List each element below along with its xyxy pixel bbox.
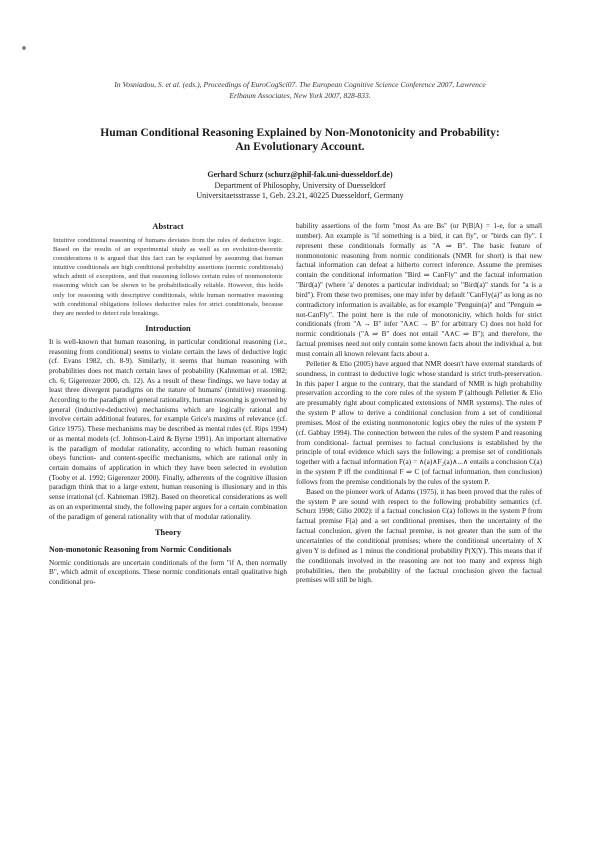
author-department: Department of Philosophy, University of Duesseldorf (214, 180, 386, 190)
theory-text: Normic conditionals are uncertain conditionals of the form "if A, then normally B", which admit of exceptions. These normic conditionals entail qualitative high conditional pro- (49, 558, 287, 587)
introduction-text: It is well-known that human reasoning, in particular conditional reasoning (i.e., reasoning from conditional) seems to violate certain the laws of deductive logic (cf. Evans 1982, ch. 8-9). Similarly, it seems that human reasoning with probabilities does not match certain laws of probability (Kahneman et al. 1982; ch. 6; Gigerenzer 2000, ch. 12). As a result of these findings, we have today at least three divergent paradigms on the nature of humans' (intuitive) reasoning. According to the paradigm of general rationality, human reasoning is governed by general (inductive-deductive) mechanisms which are logically rational and involve certain additional features, for example Grice's maxims of relevance (cf. Grice 1975). These mechanisms may be described as mental rules (cf. Rips 1994) or as mental models (cf. Johnson-Laird & Byrne 1991). An important alternative is the paradigm of modular rationality, according to which human reasoning obeys function- and content-specific mechanisms, which are rational only in certain domains of application in which they have been selected in evolution (Tooby et al. 1992; Gigerenzer 2000). Finally, adherents of the cognitive illusion paradigm think that to a large extent, human reasoning is illusionary and in this sense irrational (cf. Kahneman 1982). Based on theoretical considerations as well as on an experimental study, the following paper argues for a certain combination of the paradigm of general rationality with that of modular rationality. (49, 337, 287, 521)
citation-line-2: Erlbaum Associates, New York 2007, 828-833. (229, 90, 371, 100)
introduction-heading: Introduction (145, 323, 191, 333)
title-line-1: Human Conditional Reasoning Explained by Non-Monotonicity and Probability: (100, 126, 500, 139)
theory-subheading: Non-monotonic Reasoning from Normic Conditionals (49, 545, 232, 555)
margin-dot (22, 46, 26, 50)
right-column (296, 222, 542, 586)
right-paragraph-2: Pelletier & Elio (2005) have argued that NMR doesn't have external standards of soundness, in contrast to deductive logic whose standard is strict truth-preservation. In this paper I argue to the contrary, that the standard of NMR is high probability preservation according to the core rules of the system P (although Pelletier & Elio are presumably right about complicated extensions of NMR systems). The rules of the system P allow to derive a conditional conclusion from a set of conditional premises. Most of the existing nonmonotonic logics obey the rules of the system P (cf. Gabbay 1994). The connection between the rules of the system P and reasoning from conditional- factual premises to factual conclusions is established by the principle of total evidence which says the following: a premise set of conditionals together with a factual information F(a) = ∧(a)∧F₂(a)∧...∧ entails a conclusion C(a) in the system P iff the conditional F ⇒ C (of factual information, then conclusion) follows from the premise conditionals by the rules of the system P. (296, 359, 542, 486)
theory-heading: Theory (154, 528, 182, 538)
author-block (40, 170, 560, 202)
right-paragraph-1: bability assertions of the form "most As are Bs" (or P(B|A) = 1-e, for a small number). An example is "if something is a bird, it can fly", or "birds can fly". I represent these conditionals formally as "A ⇒ B". The basic feature of nonmonotonic reasoning from normic conditionals (NMR for short) is that new factual information can defeat a hitherto correct inference. Assume the premises contain the conditional information "Bird ⇒ CanFly" and the factual information "Bird(a)" (where 'a' denotes a particular individual; so "Bird(a)" stands for "a is a bird"). From these two premises, one may infer by default "CanFly(a)" as long as no contradictory information is available, as for example "Penguin(a)" and "Penguin ⇒ not-CanFly". The point here is the rule of monotonicity, which holds for strict conditionals (from "A → B" infer "A∧C → B" for arbitrary C) does not hold for normic conditionals ("A ⇒ B" does not entail "A∧C ⇒ B"); and therefore, the factual premises need not only contain some known facts about the individual a, but must contain all known relevant facts about a. (296, 222, 542, 358)
right-paragraph-3: Based on the pioneer work of Adams (1975), it has been proved that the rules of the system P are sound with respect to the following probability semantics (cf. Schurz 1998; Gilio 2002): if a factual conclusion C(a) follows in the system P from factual premise F(a) and a set conditional premises, then the uncertainty of the factual conclusion, given the factual premise, is not greater than the sum of the uncertainties of the conditional premises; where the conditional uncertainty of X given Y is defined as 1 minus the conditional probability P(X|Y). This means that if the conditionals involved in the reasoning are not too many and express high probabilities, then the probability of the factual conclusion given the factual premises will still be high. (296, 487, 542, 585)
author-name: Gerhard Schurz (schurz@phil-fak.uni-duesseldorf.de) (207, 170, 393, 179)
left-column (49, 222, 287, 588)
author-address: Universitaetsstrasse 1, Geb. 23.21, 40225 Duesseldorf, Germany (196, 191, 404, 200)
title-line-2: An Evolutionary Account. (235, 140, 365, 153)
citation-line-1: In Vosniadou, S. et al. (eds.), Proceedings of EuroCogSci07. The European Cognitive Science Conference 2007, Lawrence (114, 80, 486, 89)
abstract-heading: Abstract (152, 222, 184, 231)
paper-title (40, 126, 560, 154)
abstract-text: Intuitive conditional reasoning of humans deviates from the rules of deductive logic. Based on the results of an experimental study as well as on evolution-theoretic considerations it is argued that this fact can be explained by assuming that human intuitive conditionals are high conditional probability assertions (normic conditionals) which admit of exceptions, and that reasoning follows certain rules of nonmonotonic reasoning which can be shown to be probabilistically reliable. However, this holds only for reasoning with descriptive conditionals, while human normative reasoning with conditional obligations follows deductive rules for strict conditionals, because they are needed to detect rule breakings. (53, 237, 283, 317)
citation-header (40, 80, 560, 101)
